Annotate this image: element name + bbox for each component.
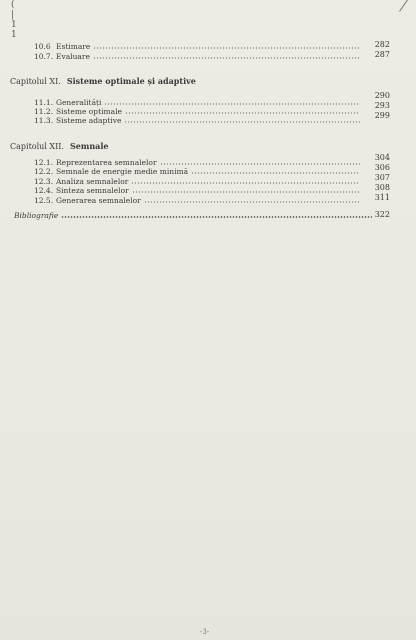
toc-page-number: 282 <box>374 40 390 49</box>
toc-entry-12-5 <box>34 196 360 205</box>
chapter-label: Capitolul XI. <box>10 77 61 86</box>
toc-page-number: 293 <box>374 101 390 110</box>
toc-entry-number: 11.3. <box>34 116 54 125</box>
chapter-name: Sisteme optimale și adaptive <box>66 76 196 86</box>
toc-entry-12-4 <box>34 186 360 195</box>
toc-entry-title: Sisteme optimale <box>56 107 122 116</box>
margin-mark-4: 1 <box>11 30 17 40</box>
toc-entry-number: 12.4. <box>34 186 54 195</box>
toc-page-number: 307 <box>374 173 390 182</box>
toc-entry-11-3 <box>34 116 360 125</box>
toc-page-number: 287 <box>374 50 390 59</box>
toc-entry-title: Estimare <box>56 42 91 51</box>
corner-pencil-stroke <box>399 0 408 12</box>
dot-leader <box>125 112 360 114</box>
margin-mark-2: | <box>11 10 15 20</box>
toc-entry-title: Semnale de energie medie minimă <box>56 167 189 176</box>
chapter-label: Capitolul XII. <box>10 142 64 151</box>
toc-entry-number: 12.3. <box>34 177 54 186</box>
toc-page-number: 311 <box>374 193 390 202</box>
toc-entry-title: Reprezentarea semnalelor <box>56 158 157 167</box>
toc-entry-title: Generalități <box>56 98 102 107</box>
toc-entry-number: 12.1. <box>34 158 54 167</box>
toc-entry-number: 10.6 <box>34 42 51 51</box>
dot-leader <box>160 163 360 165</box>
dot-leader <box>131 182 360 184</box>
dot-leader <box>104 103 360 105</box>
toc-page-number: 290 <box>374 91 390 100</box>
margin-mark-1: ( <box>11 0 15 10</box>
toc-entry-number: 11.2. <box>34 107 54 116</box>
toc-page-number: 308 <box>374 183 390 192</box>
toc-entry-10-7 <box>34 52 360 61</box>
toc-entry-12-2 <box>34 167 360 176</box>
toc-entry-11-2 <box>34 107 360 116</box>
toc-entry-bibliography <box>14 211 372 220</box>
toc-page-number: 299 <box>374 111 390 120</box>
page-folio: -3- <box>200 628 210 636</box>
toc-entry-12-1 <box>34 158 360 167</box>
dot-leader <box>132 191 360 193</box>
dot-leader <box>144 201 360 203</box>
dot-leader <box>93 57 360 59</box>
toc-page-number: 306 <box>374 163 390 172</box>
dot-leader <box>93 47 360 49</box>
toc-entry-10-6 <box>34 42 360 51</box>
toc-entry-11-1 <box>34 98 360 107</box>
margin-handwriting <box>11 0 29 48</box>
toc-page-number: 304 <box>374 153 390 162</box>
chapter-name: Semnale <box>69 141 109 151</box>
chapter-heading <box>10 141 108 152</box>
margin-mark-3: 1 <box>11 20 17 30</box>
toc-entry-number: 10.7. <box>34 52 54 61</box>
toc-entry-title: Analiza semnalelor <box>56 177 129 186</box>
toc-entry-title: Sinteza semnalelor <box>56 186 129 195</box>
toc-entry-number: 12.5. <box>34 196 54 205</box>
dot-leader <box>61 216 372 218</box>
dot-leader <box>191 172 360 174</box>
toc-entry-title: Evaluare <box>56 52 90 61</box>
toc-entry-number: 12.2. <box>34 167 54 176</box>
toc-page-number: 322 <box>374 210 390 219</box>
dot-leader <box>124 121 360 123</box>
toc-entry-number: 11.1. <box>34 98 54 107</box>
toc-entry-title: Bibliografie <box>14 211 59 220</box>
toc-entry-title: Sisteme adaptive <box>56 116 122 125</box>
chapter-heading <box>10 76 196 87</box>
toc-entry-title: Generarea semnalelor <box>56 196 141 205</box>
toc-entry-12-3 <box>34 177 360 186</box>
